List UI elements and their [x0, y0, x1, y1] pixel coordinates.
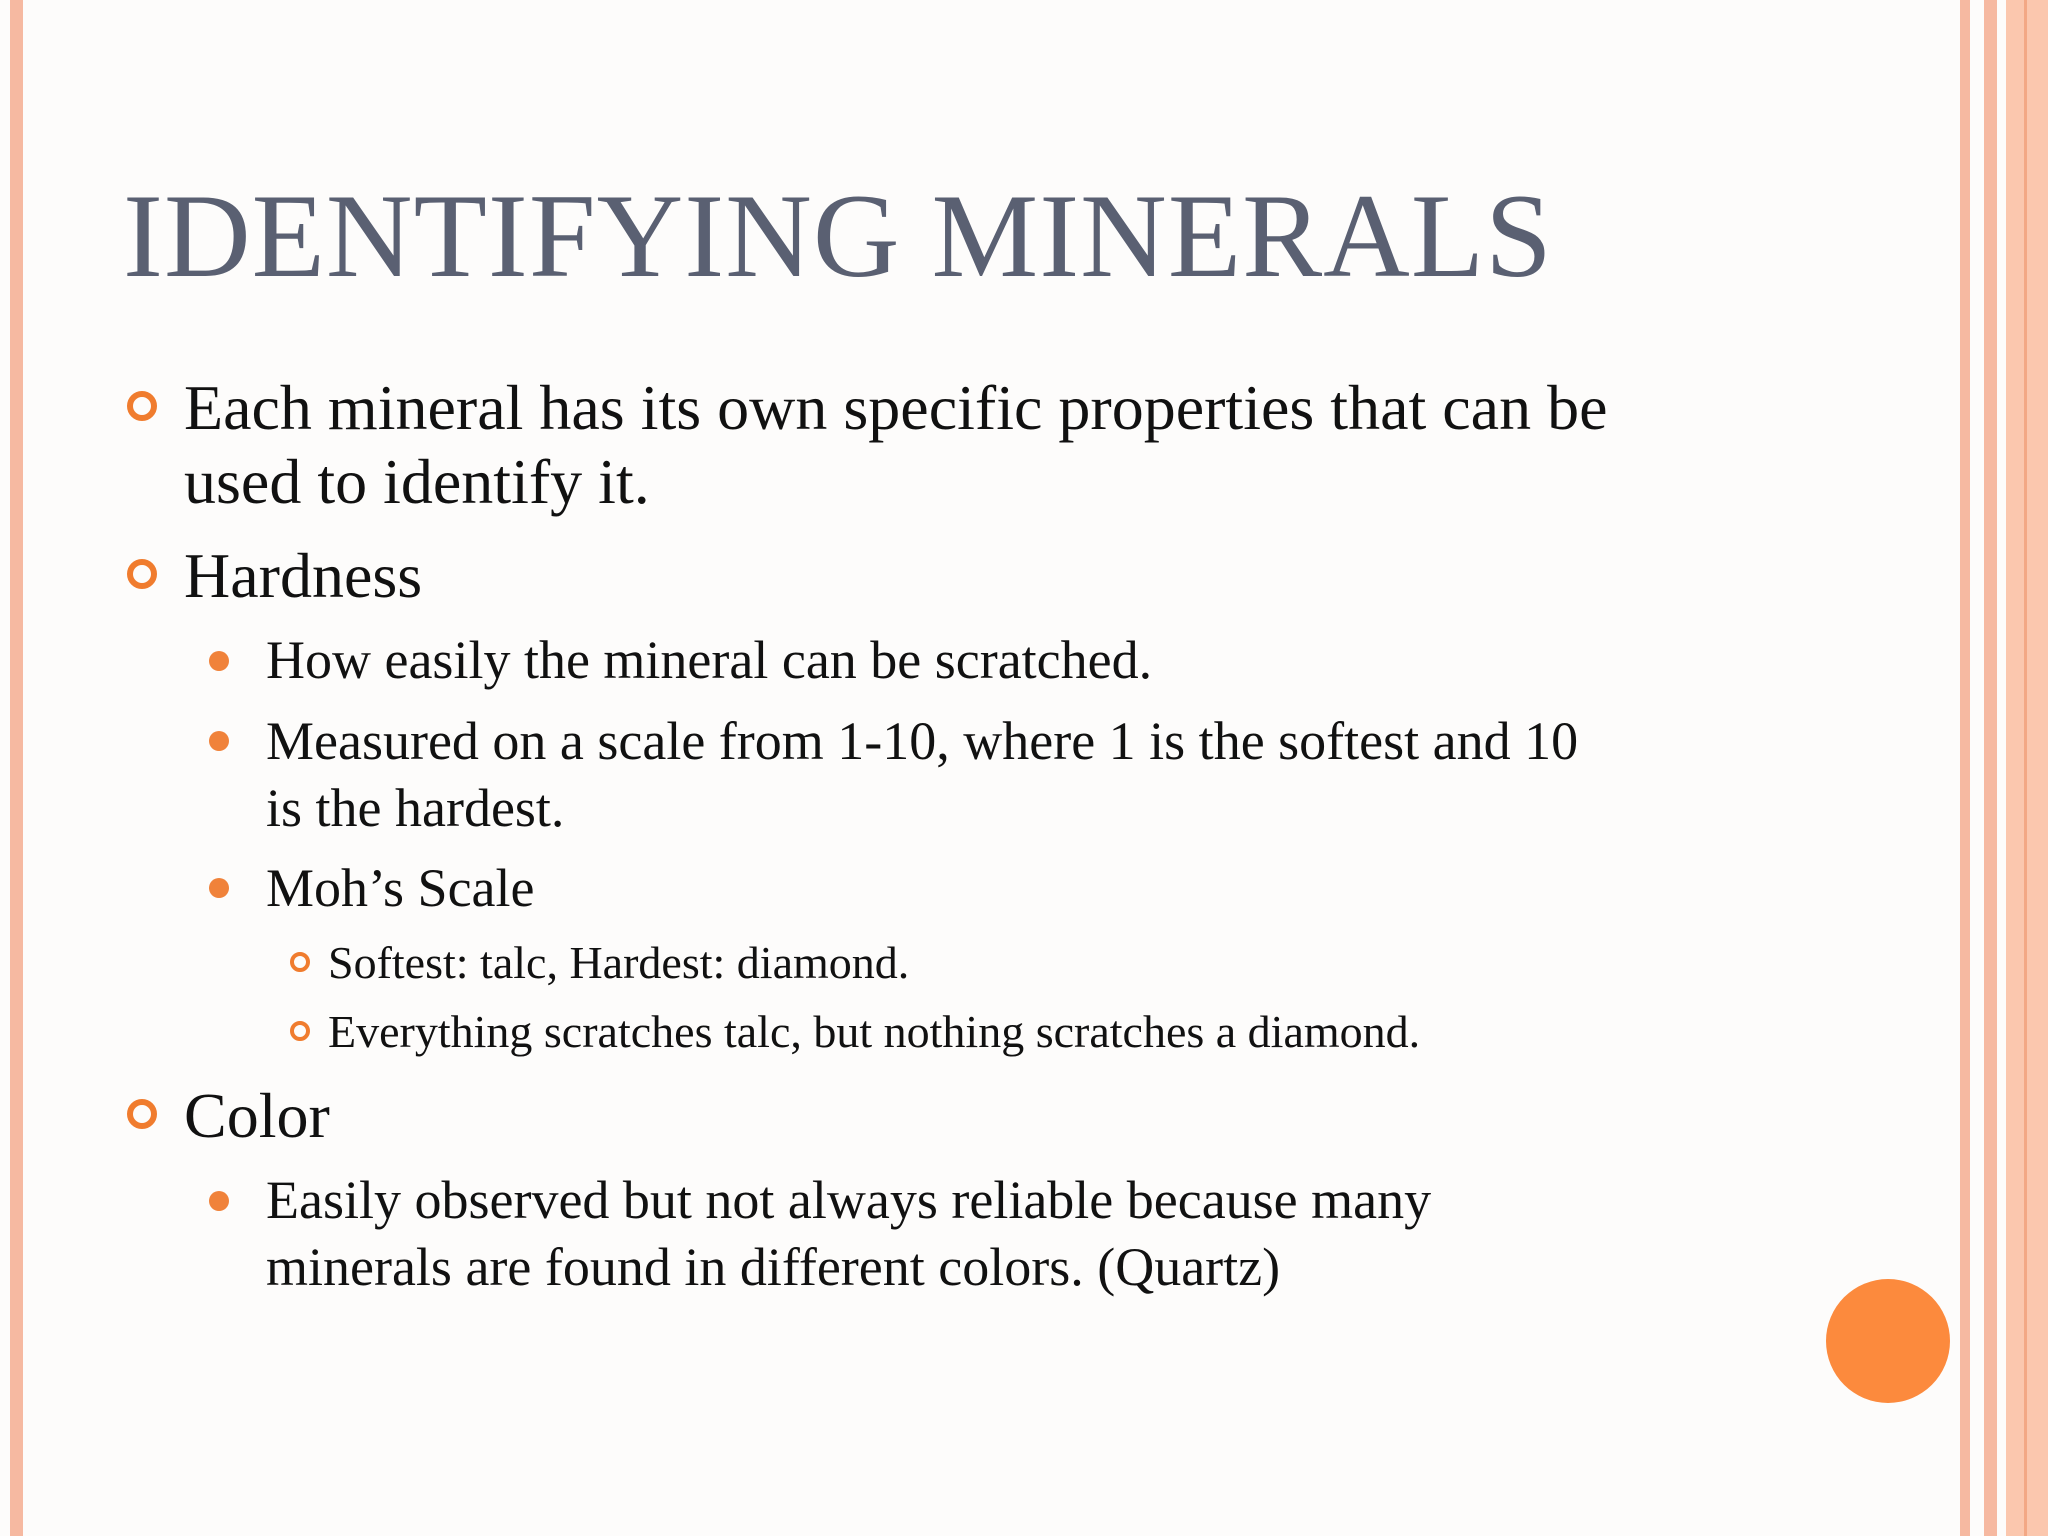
ring-bullet-icon: [290, 952, 310, 972]
bullet-color-line2: minerals are found in different colors. (Quartz): [266, 1237, 1281, 1297]
bullet-properties-line2: used to identify it.: [184, 446, 650, 517]
ring-bullet-icon: [290, 1021, 310, 1041]
dot-bullet-icon: [209, 1191, 229, 1211]
ring-bullet-icon: [127, 391, 157, 421]
bullet-color: Color: [184, 1080, 330, 1151]
bullet-hardness-definition: How easily the mineral can be scratched.: [266, 630, 1153, 690]
bullet-properties-line1: Each mineral has its own specific properties that can be: [184, 372, 1608, 443]
dot-bullet-icon: [209, 731, 229, 751]
right-border-stripe-outer: [2006, 0, 2048, 1536]
right-border-stripe-inner: [1960, 0, 1970, 1536]
dot-bullet-icon: [209, 878, 229, 898]
bullet-scale-line1: Measured on a scale from 1-10, where 1 is the softest and 10: [266, 711, 1579, 771]
bullet-everything-scratches: Everything scratches talc, but nothing scratches a diamond.: [328, 1006, 1421, 1057]
bullet-softest-hardest: Softest: talc, Hardest: diamond.: [328, 937, 910, 988]
decorative-orange-circle: [1826, 1279, 1950, 1403]
dot-bullet-icon: [209, 651, 229, 671]
right-border-stripe-line: [2024, 0, 2027, 1536]
left-border-stripe: [10, 0, 23, 1536]
bullet-mohs-scale: Moh’s Scale: [266, 858, 535, 918]
bullet-color-line1: Easily observed but not always reliable because many: [266, 1170, 1432, 1230]
ring-bullet-icon: [127, 1099, 157, 1129]
ring-bullet-icon: [127, 559, 157, 589]
bullet-hardness: Hardness: [184, 540, 423, 611]
right-border-stripe-middle: [1984, 0, 1997, 1536]
bullet-scale-line2: is the hardest.: [266, 778, 565, 838]
slide-title: IDENTIFYING MINERALS: [123, 169, 1553, 302]
